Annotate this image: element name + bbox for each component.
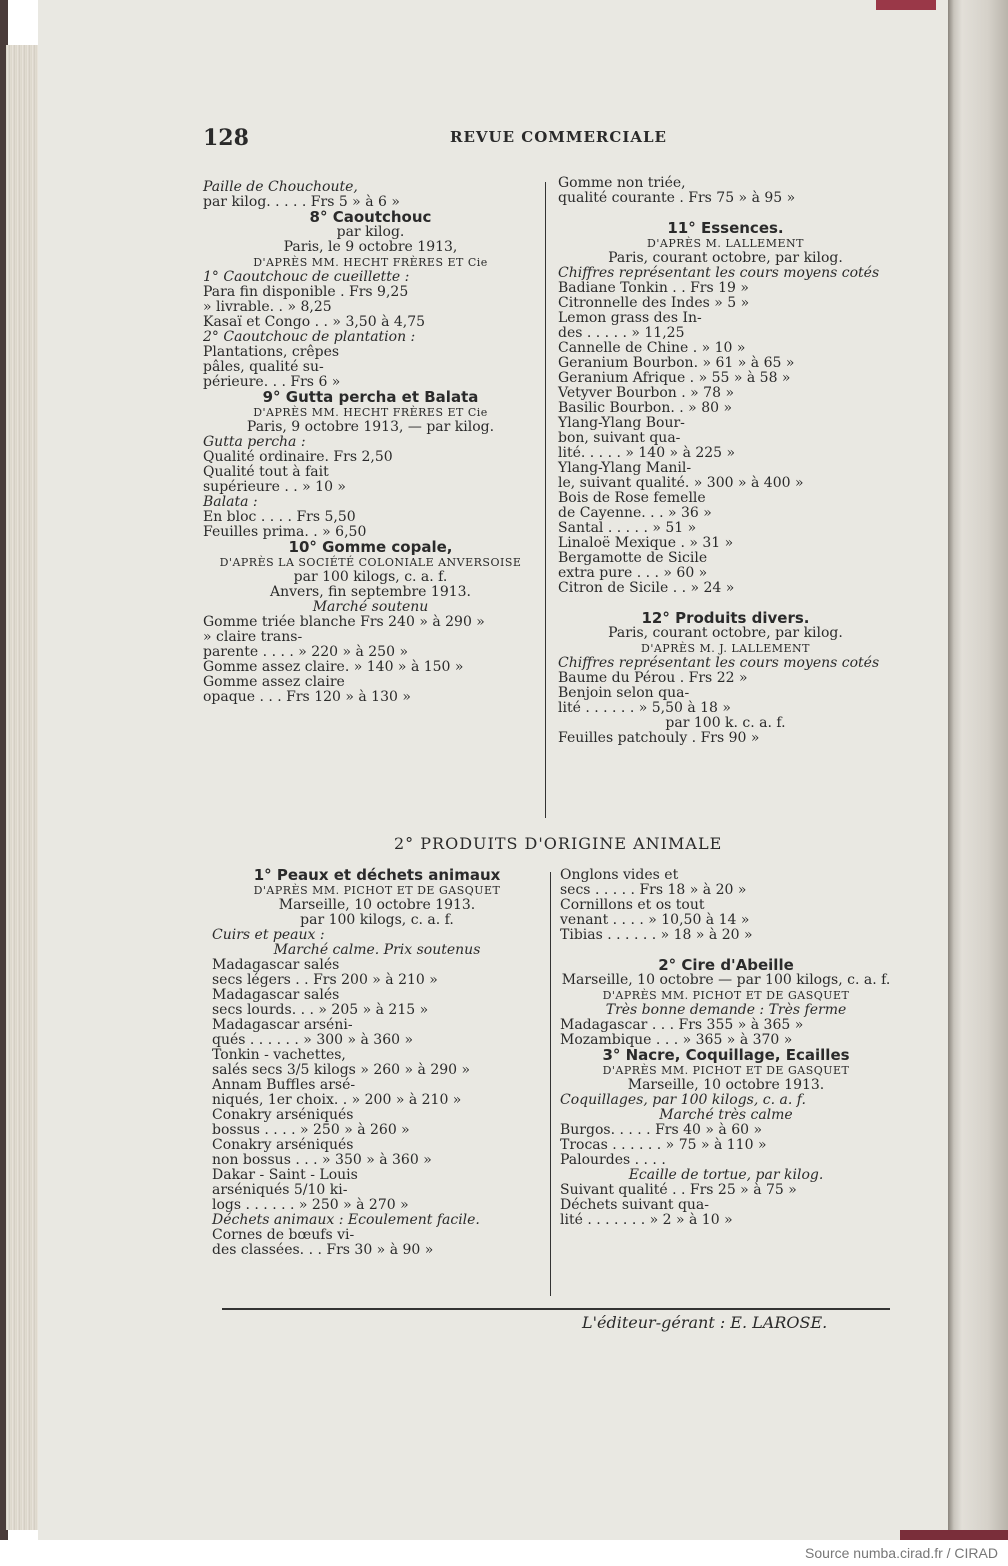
text-line: secs lourds. . . » 205 » à 215 »: [212, 1002, 429, 1018]
text-line: Lemon grass des In-: [558, 310, 702, 326]
text-line: Bergamotte de Sicile: [558, 550, 708, 566]
text-line: Annam Buffles arsé-: [212, 1077, 356, 1093]
text-line: lité. . . . . » 140 » à 225 »: [558, 445, 736, 461]
text-line: pâles, qualité su-: [203, 359, 324, 375]
text-line: Gomme triée blanche Frs 240 » à 290 »: [203, 614, 485, 630]
text-line: logs . . . . . . » 250 » à 270 »: [212, 1197, 409, 1213]
editor-line: L'éditeur-gérant : E. LAROSE.: [582, 1313, 828, 1332]
binding-strip-bottom: [900, 1530, 1008, 1540]
text-line: Madagascar arséni-: [212, 1017, 353, 1033]
text-line: Vetyver Bourbon . » 78 »: [558, 385, 735, 401]
text-line: bon, suivant qua-: [558, 430, 681, 446]
running-head: REVUE COMMERCIALE: [450, 128, 667, 146]
text-line: extra pure . . . » 60 »: [558, 565, 708, 581]
page-stack-edges: [6, 45, 40, 1530]
text-line: Bois de Rose femelle: [558, 490, 706, 506]
text-line: Ylang-Ylang Manil-: [558, 460, 692, 476]
text-line: par kilog. . . . . Frs 5 » à 6 »: [203, 194, 400, 210]
text-line: Marseille, 10 octobre 1913.: [278, 897, 476, 913]
text-line: D'APRÈS MM. PICHOT ET DE GASQUET: [602, 1064, 850, 1077]
text-line: Mozambique . . . » 365 » à 370 »: [560, 1032, 793, 1048]
text-line: Gutta percha :: [203, 434, 306, 450]
text-line: 8° Caoutchouc: [309, 208, 432, 226]
text-line: salés secs 3/5 kilogs » 260 » à 290 »: [212, 1062, 471, 1078]
text-line: 12° Produits divers.: [641, 609, 810, 627]
text-line: » livrable. . » 8,25: [203, 299, 332, 315]
text-line: Marché très calme: [659, 1107, 793, 1123]
column-divider-bottom: [550, 872, 551, 1296]
text-line: Madagascar salés: [212, 957, 340, 973]
text-line: 11° Essences.: [667, 219, 784, 237]
text-line: Paris, courant octobre, par kilog.: [608, 250, 843, 266]
text-line: parente . . . . » 220 » à 250 »: [203, 644, 409, 660]
text-line: périeure. . . Frs 6 »: [203, 374, 341, 390]
text-line: Anvers, fin septembre 1913.: [270, 584, 471, 600]
binding-strip-top: [876, 0, 936, 10]
text-line: Feuilles prima. . » 6,50: [203, 524, 367, 540]
text-line: Geranium Afrique . » 55 » à 58 »: [558, 370, 791, 386]
text-line: Déchets animaux : Ecoulement facile.: [212, 1212, 480, 1228]
text-line: 3° Nacre, Coquillage, Ecailles: [602, 1046, 850, 1064]
text-line: Plantations, crêpes: [203, 344, 340, 360]
text-line: Para fin disponible . Frs 9,25: [203, 284, 409, 300]
text-line: Marché soutenu: [312, 599, 429, 615]
text-line: bossus . . . . » 250 » à 260 »: [212, 1122, 410, 1138]
text-line: 2° Caoutchouc de plantation :: [203, 329, 416, 345]
text-line: Chiffres représentant les cours moyens cotés: [558, 265, 880, 281]
book-gutter: [948, 0, 1008, 1540]
column-divider-top: [545, 182, 546, 818]
text-line: Onglons vides et: [560, 867, 679, 883]
text-line: des . . . . . » 11,25: [558, 325, 685, 341]
text-line: Cuirs et peaux :: [212, 927, 325, 943]
text-line: Gomme non triée,: [558, 175, 686, 191]
text-line: par 100 k. c. a. f.: [665, 715, 786, 731]
text-line: D'APRÈS LA SOCIÉTÉ COLONIALE ANVERSOISE: [219, 556, 522, 569]
bottom-right-column: [560, 868, 892, 1228]
text-line: Feuilles patchouly . Frs 90 »: [558, 730, 760, 746]
text-line: Citron de Sicile . . » 24 »: [558, 580, 735, 596]
text-line: par kilog.: [336, 224, 405, 240]
text-line: Dakar - Saint - Louis: [212, 1167, 358, 1183]
source-credit: Source numba.cirad.fr / CIRAD: [805, 1545, 998, 1561]
text-line: 1° Peaux et déchets animaux: [253, 866, 501, 884]
text-line: Benjoin selon qua-: [558, 685, 690, 701]
text-line: En bloc . . . . Frs 5,50: [203, 509, 356, 525]
text-line: Cornes de bœufs vi-: [212, 1227, 355, 1243]
text-line: D'APRÈS M. J. LALLEMENT: [641, 642, 810, 655]
text-line: D'APRÈS MM. HECHT FRÈRES ET Cie: [253, 256, 488, 269]
text-line: Madagascar . . . Frs 355 » à 365 »: [560, 1017, 804, 1033]
text-line: Paris, le 9 octobre 1913,: [283, 239, 458, 255]
text-line: Très bonne demande : Très ferme: [605, 1002, 847, 1018]
text-line: Kasaï et Congo . . » 3,50 à 4,75: [203, 314, 426, 330]
text-line: Déchets suivant qua-: [560, 1197, 709, 1213]
text-line: lité . . . . . . » 5,50 à 18 »: [558, 700, 731, 716]
text-line: par 100 kilogs, c. a. f.: [293, 569, 448, 585]
text-line: Geranium Bourbon. » 61 » à 65 »: [558, 355, 795, 371]
text-line: Tonkin - vachettes,: [212, 1047, 346, 1063]
text-line: Paille de Chouchoute,: [203, 179, 358, 195]
text-line: 2° Cire d'Abeille: [658, 956, 794, 974]
text-line: Trocas . . . . . . » 75 » à 110 »: [560, 1137, 767, 1153]
text-line: secs . . . . . Frs 18 » à 20 »: [560, 882, 747, 898]
text-line: lité . . . . . . . » 2 » à 10 »: [560, 1212, 733, 1228]
text-line: D'APRÈS MM. PICHOT ET DE GASQUET: [602, 989, 850, 1002]
text-line: Paris, 9 octobre 1913, — par kilog.: [246, 419, 495, 435]
text-line: secs légers . . Frs 200 » à 210 »: [212, 972, 438, 988]
text-line: opaque . . . Frs 120 » à 130 »: [203, 689, 411, 705]
text-line: des classées. . . Frs 30 » à 90 »: [212, 1242, 434, 1258]
text-line: Madagascar salés: [212, 987, 340, 1003]
text-line: supérieure . . » 10 »: [203, 479, 346, 495]
text-line: qualité courante . Frs 75 » à 95 »: [558, 190, 796, 206]
text-line: » claire trans-: [203, 629, 303, 645]
page-number: 128: [203, 125, 249, 151]
text-line: Marché calme. Prix soutenus: [273, 942, 481, 958]
text-line: Linaloë Mexique . » 31 »: [558, 535, 734, 551]
text-line: Qualité tout à fait: [203, 464, 329, 480]
text-line: Citronnelle des Indes » 5 »: [558, 295, 750, 311]
text-line: Marseille, 10 octobre — par 100 kilogs, c. a. f.: [561, 972, 891, 988]
text-line: D'APRÈS MM. PICHOT ET DE GASQUET: [253, 884, 501, 897]
text-line: Conakry arséniqués: [212, 1107, 354, 1123]
text-line: Balata :: [203, 494, 258, 510]
text-line: non bossus . . . » 350 » à 360 »: [212, 1152, 432, 1168]
text-line: Qualité ordinaire. Frs 2,50: [203, 449, 393, 465]
text-line: Gomme assez claire. » 140 » à 150 »: [203, 659, 464, 675]
text-line: Santal . . . . . » 51 »: [558, 520, 697, 536]
text-line: Badiane Tonkin . . Frs 19 »: [558, 280, 749, 296]
text-line: Conakry arséniqués: [212, 1137, 354, 1153]
text-line: Burgos. . . . . Frs 40 » à 60 »: [560, 1122, 763, 1138]
text-line: qués . . . . . . » 300 » à 360 »: [212, 1032, 414, 1048]
text-line: arséniqués 5/10 ki-: [212, 1182, 348, 1198]
top-left-column: [203, 180, 538, 705]
text-line: Suivant qualité . . Frs 25 » à 75 »: [560, 1182, 797, 1198]
footer-rule: [222, 1308, 890, 1310]
text-line: 10° Gomme copale,: [288, 538, 453, 556]
text-line: Chiffres représentant les cours moyens cotés: [558, 655, 880, 671]
text-line: niqués, 1er choix. . » 200 » à 210 »: [212, 1092, 462, 1108]
bottom-left-column: [212, 868, 542, 1258]
text-line: Tibias . . . . . . » 18 » à 20 »: [560, 927, 753, 943]
text-line: par 100 kilogs, c. a. f.: [300, 912, 454, 928]
text-line: Paris, courant octobre, par kilog.: [608, 625, 843, 641]
text-line: 1° Caoutchouc de cueillette :: [203, 269, 410, 285]
text-line: venant . . . . » 10,50 à 14 »: [560, 912, 750, 928]
text-line: Basilic Bourbon. . » 80 »: [558, 400, 733, 416]
text-line: 9° Gutta percha et Balata: [262, 388, 479, 406]
text-line: Ecaille de tortue, par kilog.: [628, 1167, 824, 1183]
text-line: D'APRÈS MM. HECHT FRÈRES ET Cie: [253, 406, 488, 419]
text-line: Coquillages, par 100 kilogs, c. a. f.: [560, 1092, 806, 1108]
text-line: Cannelle de Chine . » 10 »: [558, 340, 746, 356]
text-line: Palourdes . . . .: [560, 1152, 666, 1168]
text-line: Ylang-Ylang Bour-: [558, 415, 685, 431]
text-line: Cornillons et os tout: [560, 897, 705, 913]
text-line: le, suivant qualité. » 300 » à 400 »: [558, 475, 804, 491]
text-line: Marseille, 10 octobre 1913.: [627, 1077, 825, 1093]
section-title: 2° PRODUITS D'ORIGINE ANIMALE: [394, 834, 723, 853]
text-line: Baume du Pérou . Frs 22 »: [558, 670, 748, 686]
text-line: de Cayenne. . . » 36 »: [558, 505, 712, 521]
text-line: D'APRÈS M. LALLEMENT: [647, 237, 804, 250]
text-line: Gomme assez claire: [203, 674, 345, 690]
top-right-column: [558, 176, 893, 746]
